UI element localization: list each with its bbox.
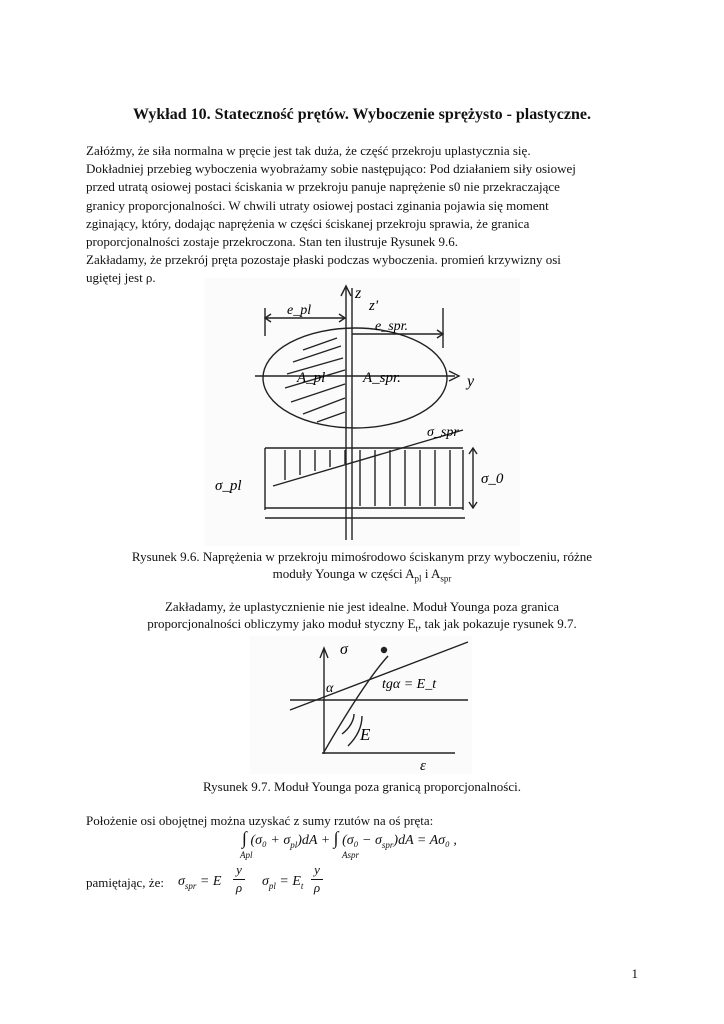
fraction-2 xyxy=(311,862,323,896)
paragraph-intro xyxy=(86,142,638,288)
text-line: Załóżmy, że siła normalna w pręcie jest tak duża, że część przekroju uplastycznia się. xyxy=(86,143,531,158)
label-epsilon: ε xyxy=(420,758,426,774)
label-e-pl: e_pl xyxy=(287,303,312,318)
label-sigma-spr: σ_spr xyxy=(427,425,459,440)
fraction-numerator: y xyxy=(236,862,242,877)
text-line: zginający, który, dodając naprężenia w części ściskanej przekroju sprawia, że granica xyxy=(86,215,530,231)
caption-subscript: pl xyxy=(414,573,422,584)
formula-subscript: t xyxy=(300,880,304,891)
integral-sign: ∫ xyxy=(333,828,339,848)
label-tg-alpha: tgα = E_t xyxy=(382,677,437,692)
text-line: Dokładniej przebieg wyboczenia wyobrażamy sobie następująco: Pod działaniem siły osiowej xyxy=(86,161,576,177)
caption-subscript: spr xyxy=(440,573,452,584)
formula-term: (σ₀ + σ xyxy=(250,833,291,848)
caption-line-start: moduły Younga w części A xyxy=(272,566,415,581)
formula-equilibrium xyxy=(242,828,457,850)
text-line: przed utratą osiowej postaci ściskania w przekroju panuje naprężenie s0 nie przekraczające xyxy=(86,179,560,195)
formula-term: )dA + xyxy=(297,833,331,848)
label-e-spr: e_spr. xyxy=(375,319,409,334)
formula-subscript: pl xyxy=(290,839,298,850)
figure-9-7-caption: Rysunek 9.7. Moduł Younga poza granicą proporcjonalności. xyxy=(203,779,521,794)
page-title: Wykład 10. Stateczność prętów. Wyboczenie sprężysto - plastyczne. xyxy=(132,106,591,123)
text-subscript: t xyxy=(415,623,418,634)
label-z: z xyxy=(355,285,362,302)
text-line-end: , tak jak pokazuje rysunek 9.7. xyxy=(417,616,577,631)
formula-term: = E xyxy=(199,874,222,889)
label-a-spr: A_spr. xyxy=(363,370,401,386)
text-line: proporcjonalności zostaje przekroczona. Stan ten ilustruje Rysunek 9.6. xyxy=(86,234,459,250)
formula-stress-relations xyxy=(178,874,221,891)
label-sigma: σ xyxy=(340,641,348,658)
integral-limit-aspr: Aspr xyxy=(342,850,360,860)
fraction-numerator: y xyxy=(314,862,320,877)
fraction-1 xyxy=(233,862,245,896)
integral-sign: ∫ xyxy=(242,828,247,848)
text-line: ugiętej jest ρ. xyxy=(86,270,156,286)
label-alpha: α xyxy=(326,681,334,696)
formula-term: )dA = Aσ₀ , xyxy=(393,833,457,848)
page-number: 1 xyxy=(631,966,638,981)
paragraph-remembering: pamiętając, że: xyxy=(86,875,164,890)
formula-stress-relations-2 xyxy=(262,874,303,891)
caption-line: Rysunek 9.6. Naprężenia w przekroju mimośrodowo ściskanym przy wyboczeniu, różne xyxy=(131,549,593,564)
fraction-denominator: ρ xyxy=(235,880,243,895)
label-y: y xyxy=(467,373,475,390)
label-a-pl: A_pl xyxy=(297,370,326,386)
text-line: Zakładamy, że uplastycznienie nie jest idealne. Moduł Younga poza granica xyxy=(164,599,560,614)
formula-term: (σ₀ − σ xyxy=(342,833,382,848)
formula-term: σ xyxy=(262,874,269,889)
figure-9-7-sketch xyxy=(250,636,472,774)
figure-9-6-caption xyxy=(0,548,724,588)
figure-9-6-sketch xyxy=(205,278,520,546)
formula-term: σ xyxy=(178,874,185,889)
formula-term: = E xyxy=(279,874,301,889)
paragraph-tangent-modulus xyxy=(0,598,724,638)
paragraph-neutral-axis: Położenie osi obojętnej można uzyskać z sumy rzutów na oś pręta: xyxy=(86,813,434,828)
formula-subscript: spr xyxy=(381,839,394,850)
label-e: E xyxy=(360,725,371,744)
caption-line-mid: i A xyxy=(421,566,441,581)
text-line-start: proporcjonalności obliczymy jako moduł styczny E xyxy=(147,616,416,631)
formula-subscript: pl xyxy=(268,880,276,891)
text-line: granicy proporcjonalności. W chwili utraty osiowej postaci zginania pojawia się moment xyxy=(86,197,549,213)
fraction-denominator: ρ xyxy=(313,880,321,895)
integral-limit-apl: Apl xyxy=(240,850,253,860)
text-line: Zakładamy, że przekrój pręta pozostaje płaski podczas wyboczenia. promień krzywizny osi xyxy=(86,252,561,268)
label-sigma-0: σ_0 xyxy=(481,471,504,487)
formula-subscript: spr xyxy=(184,880,197,891)
label-sigma-pl: σ_pl xyxy=(215,478,242,494)
label-z-prime: z' xyxy=(369,298,379,314)
